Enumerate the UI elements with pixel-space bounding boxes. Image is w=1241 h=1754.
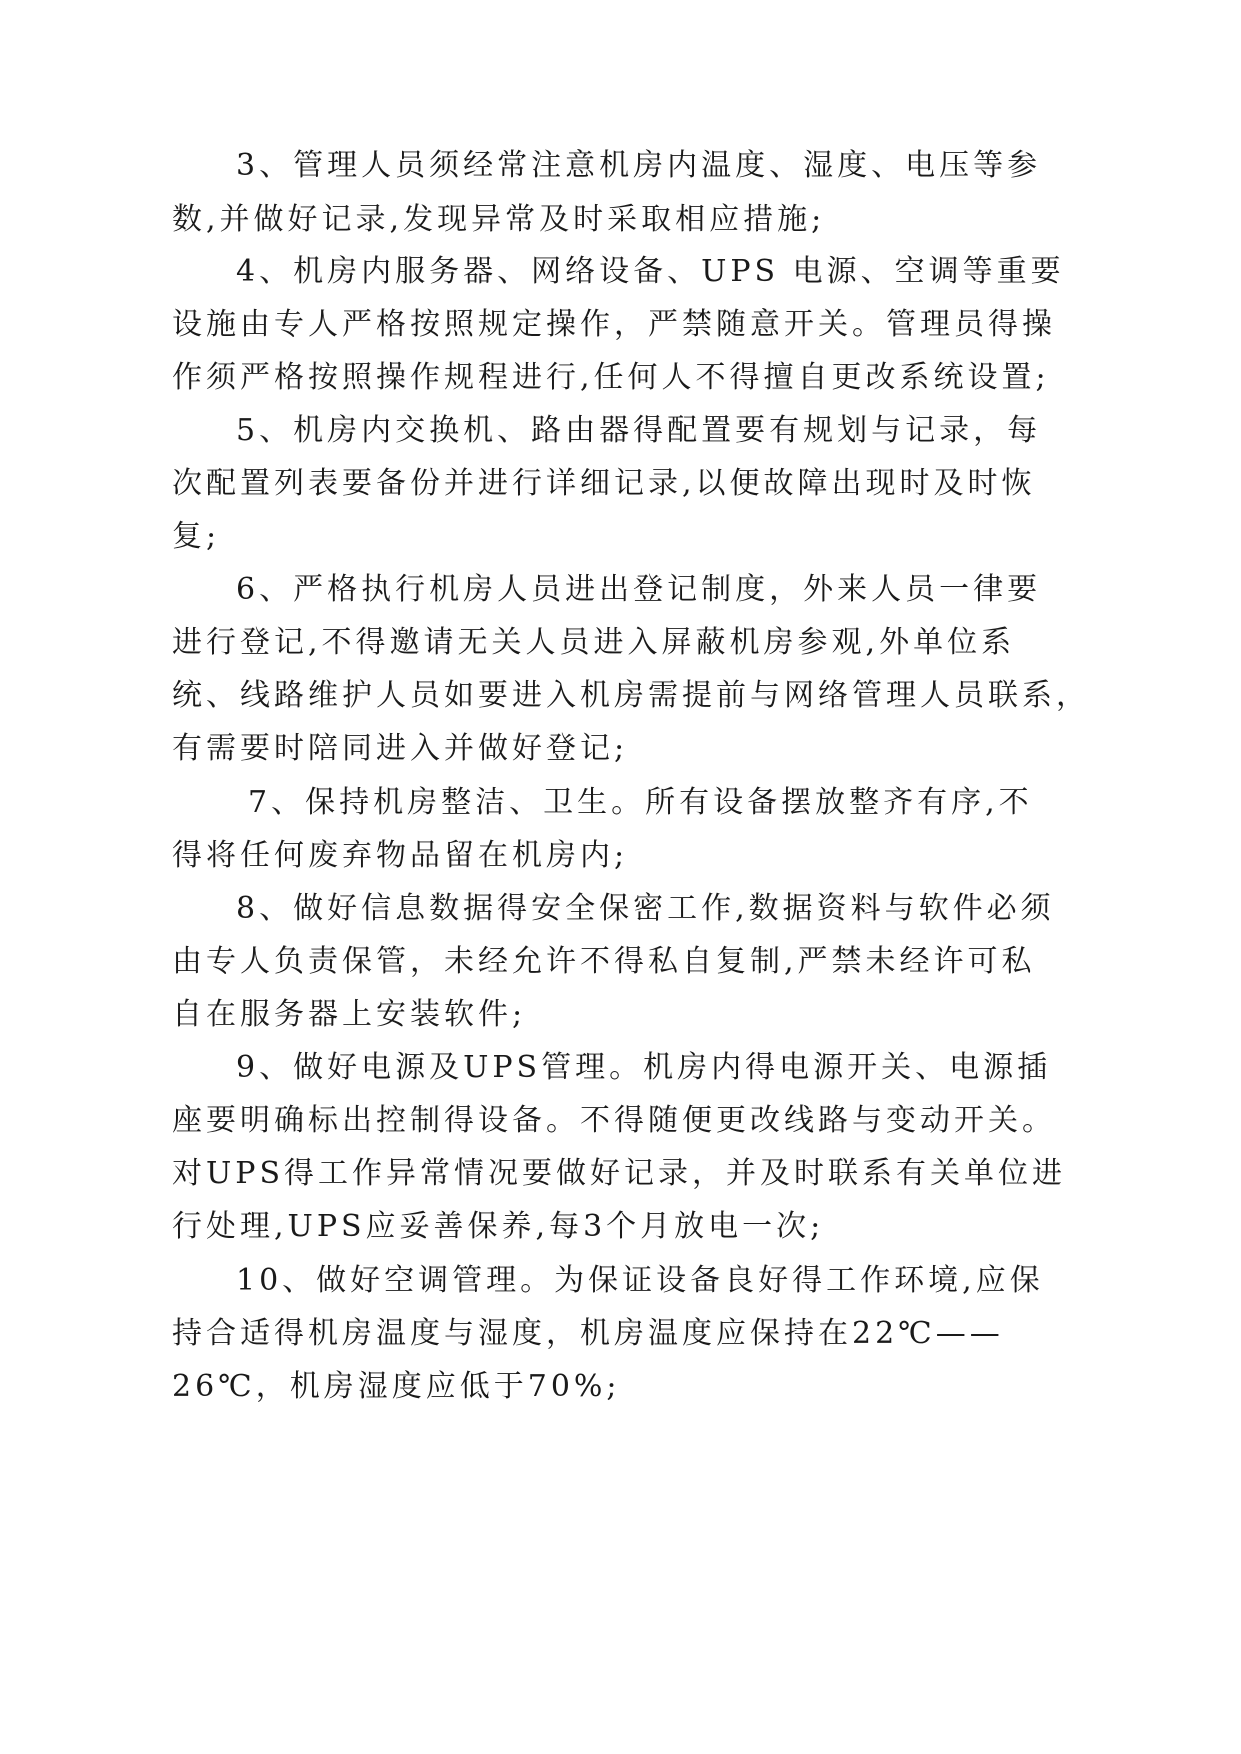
- item-4-line-1: 4、机房内服务器、网络设备、UPS 电源、空调等重要: [236, 254, 1065, 289]
- item-5-line-2: 次配置列表要备份并进行详细记录,以便故障出现时及时恢: [172, 466, 1036, 501]
- item-8-line-2: 由专人负责保管，未经允许不得私自复制,严禁未经许可私: [172, 944, 1036, 979]
- item-6-line-1: 6、严格执行机房人员进出登记制度，外来人员一律要: [236, 572, 1042, 607]
- item-6-line-2: 进行登记,不得邀请无关人员进入屏蔽机房参观,外单位系: [172, 625, 1016, 660]
- item-10-line-1: 10、做好空调管理。为保证设备良好得工作环境,应保: [236, 1263, 1044, 1298]
- item-5-line-1: 5、机房内交换机、路由器得配置要有规划与记录，每: [236, 413, 1042, 448]
- item-9-line-2: 座要明确标出控制得设备。不得随便更改线路与变动开关。: [172, 1103, 1056, 1138]
- item-8-line-3: 自在服务器上安装软件;: [172, 997, 527, 1032]
- item-3-line-1: 3、管理人员须经常注意机房内温度、湿度、电压等参: [236, 148, 1042, 183]
- item-10-line-3: 26℃，机房湿度应低于70%;: [172, 1369, 621, 1404]
- item-9-line-4: 行处理,UPS应妥善保养,每3个月放电一次;: [172, 1209, 825, 1244]
- item-6-line-3: 统、线路维护人员如要进入机房需提前与网络管理人员联系，: [172, 678, 1090, 713]
- item-7-line-1: 7、保持机房整洁、卫生。所有设备摆放整齐有序,不: [248, 785, 1033, 820]
- item-9-line-3: 对UPS得工作异常情况要做好记录，并及时联系有关单位进: [172, 1156, 1067, 1191]
- item-10-line-2: 持合适得机房温度与湿度，机房温度应保持在22℃——: [172, 1316, 1004, 1351]
- item-4-line-3: 作须严格按照操作规程进行,任何人不得擅自更改系统设置;: [172, 360, 1050, 395]
- item-7-line-2: 得将任何废弃物品留在机房内;: [172, 838, 629, 873]
- item-3-line-2: 数,并做好记录,发现异常及时采取相应措施;: [172, 202, 826, 237]
- item-4-line-2: 设施由专人严格按照规定操作，严禁随意开关。管理员得操: [172, 307, 1056, 342]
- item-8-line-1: 8、做好信息数据得安全保密工作,数据资料与软件必须: [236, 891, 1055, 926]
- item-5-line-3: 复;: [172, 519, 221, 554]
- item-9-line-1: 9、做好电源及UPS管理。机房内得电源开关、电源插: [236, 1050, 1052, 1085]
- item-6-line-4: 有需要时陪同进入并做好登记;: [172, 731, 629, 766]
